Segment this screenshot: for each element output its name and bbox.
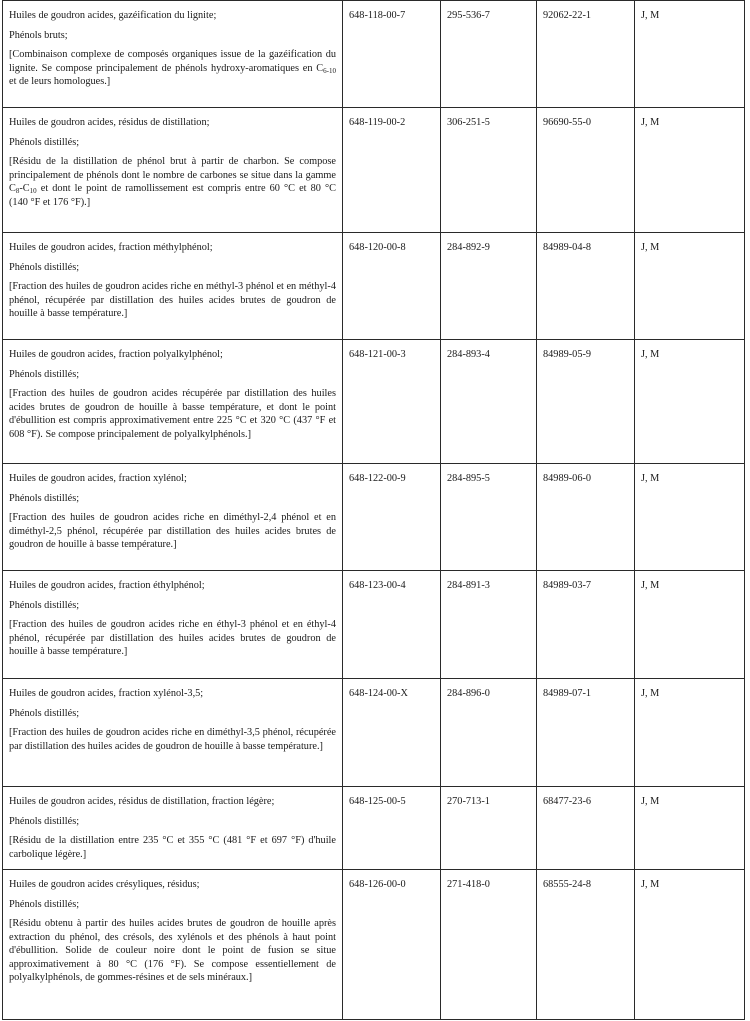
index-number: 648-120-00-8 [343, 233, 441, 340]
substance-definition [9, 834, 336, 861]
table-row [3, 870, 745, 1020]
ec-number: 284-891-3 [441, 571, 537, 679]
notes-code: J, M [635, 679, 745, 787]
substance-definition [9, 155, 336, 209]
substance-category: Phénols distillés; [9, 898, 80, 910]
definition-text: [Fraction des huiles de goudron acides riche en diméthyl-3,5 phénol, récupérée par distillation des huiles acides de goudron de houille à basse température.] [9, 727, 336, 752]
substance-category: Phénols distillés; [9, 815, 80, 827]
ec-number: 284-893-4 [441, 340, 537, 464]
substance-category: Phénols distillés; [9, 261, 80, 273]
substance-name: Huiles de goudron acides crésyliques, résidus; [9, 879, 200, 890]
substance-category: Phénols distillés; [9, 599, 80, 611]
ec-number: 271-418-0 [441, 870, 537, 1020]
notes-code: J, M [635, 464, 745, 571]
substance-description [3, 571, 343, 679]
ec-number: 284-892-9 [441, 233, 537, 340]
index-number: 648-123-00-4 [343, 571, 441, 679]
substance-description [3, 870, 343, 1020]
notes-code: J, M [635, 340, 745, 464]
substance-name: Huiles de goudron acides, résidus de distillation, fraction légère; [9, 796, 275, 807]
ec-number: 284-896-0 [441, 679, 537, 787]
substance-name: Huiles de goudron acides, fraction polyalkylphénol; [9, 349, 223, 360]
cas-number: 84989-04-8 [537, 233, 635, 340]
definition-subscript: 8 [15, 187, 20, 195]
substance-category: Phénols distillés; [9, 707, 80, 719]
substance-name: Huiles de goudron acides, fraction éthylphénol; [9, 580, 205, 591]
substance-definition [9, 387, 336, 441]
notes-code: J, M [635, 1, 745, 108]
table-row [3, 233, 745, 340]
substance-category: Phénols bruts; [9, 29, 68, 41]
substance-description [3, 233, 343, 340]
cas-number: 84989-06-0 [537, 464, 635, 571]
index-number: 648-125-00-5 [343, 787, 441, 870]
index-number: 648-121-00-3 [343, 340, 441, 464]
definition-subscript: 10 [29, 187, 37, 195]
cas-number: 92062-22-1 [537, 1, 635, 108]
index-number: 648-122-00-9 [343, 464, 441, 571]
definition-text: [Fraction des huiles de goudron acides riche en méthyl-3 phénol et en méthyl-4 phénol, récupérée par distillation des huiles acides brutes de goudron de houille à basse température.] [9, 281, 336, 319]
definition-subscript: 6-10 [323, 66, 336, 75]
cas-number: 84989-05-9 [537, 340, 635, 464]
substance-description [3, 108, 343, 233]
substance-name: Huiles de goudron acides, fraction xylénol; [9, 473, 187, 484]
table-row [3, 108, 745, 233]
ec-number: 306-251-5 [441, 108, 537, 233]
substance-definition [9, 618, 336, 659]
index-number: 648-118-00-7 [343, 1, 441, 108]
definition-text: [Fraction des huiles de goudron acides récupérée par distillation des huiles acides brutes de goudron de houille à basse température, et dont le point d'ébullition est compris approximativement entre 225 °C et 320 °C (437 °F et 608 °F). Se compose principalement de polyalkylphénols.] [9, 388, 336, 440]
cas-number: 84989-03-7 [537, 571, 635, 679]
table-row [3, 340, 745, 464]
index-number: 648-124-00-X [343, 679, 441, 787]
definition-text: [Résidu de la distillation entre 235 °C et 355 °C (481 °F et 697 °F) d'huile carbolique légère.] [9, 835, 336, 860]
ec-number: 284-895-5 [441, 464, 537, 571]
table-row [3, 679, 745, 787]
cas-number: 68477-23-6 [537, 787, 635, 870]
substance-name: Huiles de goudron acides, fraction xylénol-3,5; [9, 688, 204, 699]
cas-number: 96690-55-0 [537, 108, 635, 233]
definition-text: -C [19, 183, 30, 194]
substance-category: Phénols distillés; [9, 368, 80, 380]
cas-number: 68555-24-8 [537, 870, 635, 1020]
substance-description [3, 679, 343, 787]
substance-name: Huiles de goudron acides, résidus de distillation; [9, 117, 210, 128]
substance-description [3, 340, 343, 464]
substance-category: Phénols distillés; [9, 136, 80, 148]
substance-name: Huiles de goudron acides, fraction méthylphénol; [9, 242, 213, 253]
table-row [3, 787, 745, 870]
substance-description [3, 1, 343, 108]
index-number: 648-119-00-2 [343, 108, 441, 233]
notes-code: J, M [635, 233, 745, 340]
definition-text: et de leurs homologues.] [9, 76, 111, 87]
definition-text: [Fraction des huiles de goudron acides riche en diméthyl-2,4 phénol et en diméthyl-2,5 phénol, récupérée par distillation des huiles acides brutes de goudron de houille à basse température.] [9, 512, 336, 550]
cas-number: 84989-07-1 [537, 679, 635, 787]
substance-category: Phénols distillés; [9, 492, 80, 504]
ec-number: 270-713-1 [441, 787, 537, 870]
table-row [3, 1, 745, 108]
notes-code: J, M [635, 787, 745, 870]
notes-code: J, M [635, 870, 745, 1020]
substance-description [3, 787, 343, 870]
substance-definition [9, 48, 336, 89]
definition-text: [Combinaison complexe de composés organiques issue de la gazéification du lignite. Se compose principalement de phénols hydroxy-aromatiques en C [9, 49, 336, 74]
definition-text: et dont le point de ramollissement est compris entre 60 °C et 80 °C (140 °F et 176 °F).] [9, 183, 336, 208]
substance-name: Huiles de goudron acides, gazéification du lignite; [9, 10, 217, 21]
substance-description [3, 464, 343, 571]
substance-table [2, 0, 745, 1020]
notes-code: J, M [635, 108, 745, 233]
definition-text: [Fraction des huiles de goudron acides riche en éthyl-3 phénol et en éthyl-4 phénol, récupérée par distillation des huiles acides brutes de goudron de houille à basse température.] [9, 619, 336, 657]
substance-definition [9, 917, 336, 985]
substance-definition [9, 511, 336, 552]
substance-definition [9, 726, 336, 753]
ec-number: 295-536-7 [441, 1, 537, 108]
definition-text: [Résidu obtenu à partir des huiles acides brutes de goudron de houille après extraction du phénol, des crésols, des xylénols et des phénols à haut point d'ébullition. Solide de couleur noire dont le point de fusion se situe approximativement à 80 °C (176 °F). Se compose essentiellement de polyalkylphénols, de gommes-résines et de sels minéraux.] [9, 918, 336, 983]
notes-code: J, M [635, 571, 745, 679]
table-row [3, 571, 745, 679]
table-body [3, 1, 745, 1020]
definition-text: [Résidu de la distillation de phénol brut à partir de charbon. Se compose principalement de phénols dont le nombre de carbones se situe dans la gamme C [9, 156, 336, 194]
index-number: 648-126-00-0 [343, 870, 441, 1020]
substance-definition [9, 280, 336, 321]
table-row [3, 464, 745, 571]
